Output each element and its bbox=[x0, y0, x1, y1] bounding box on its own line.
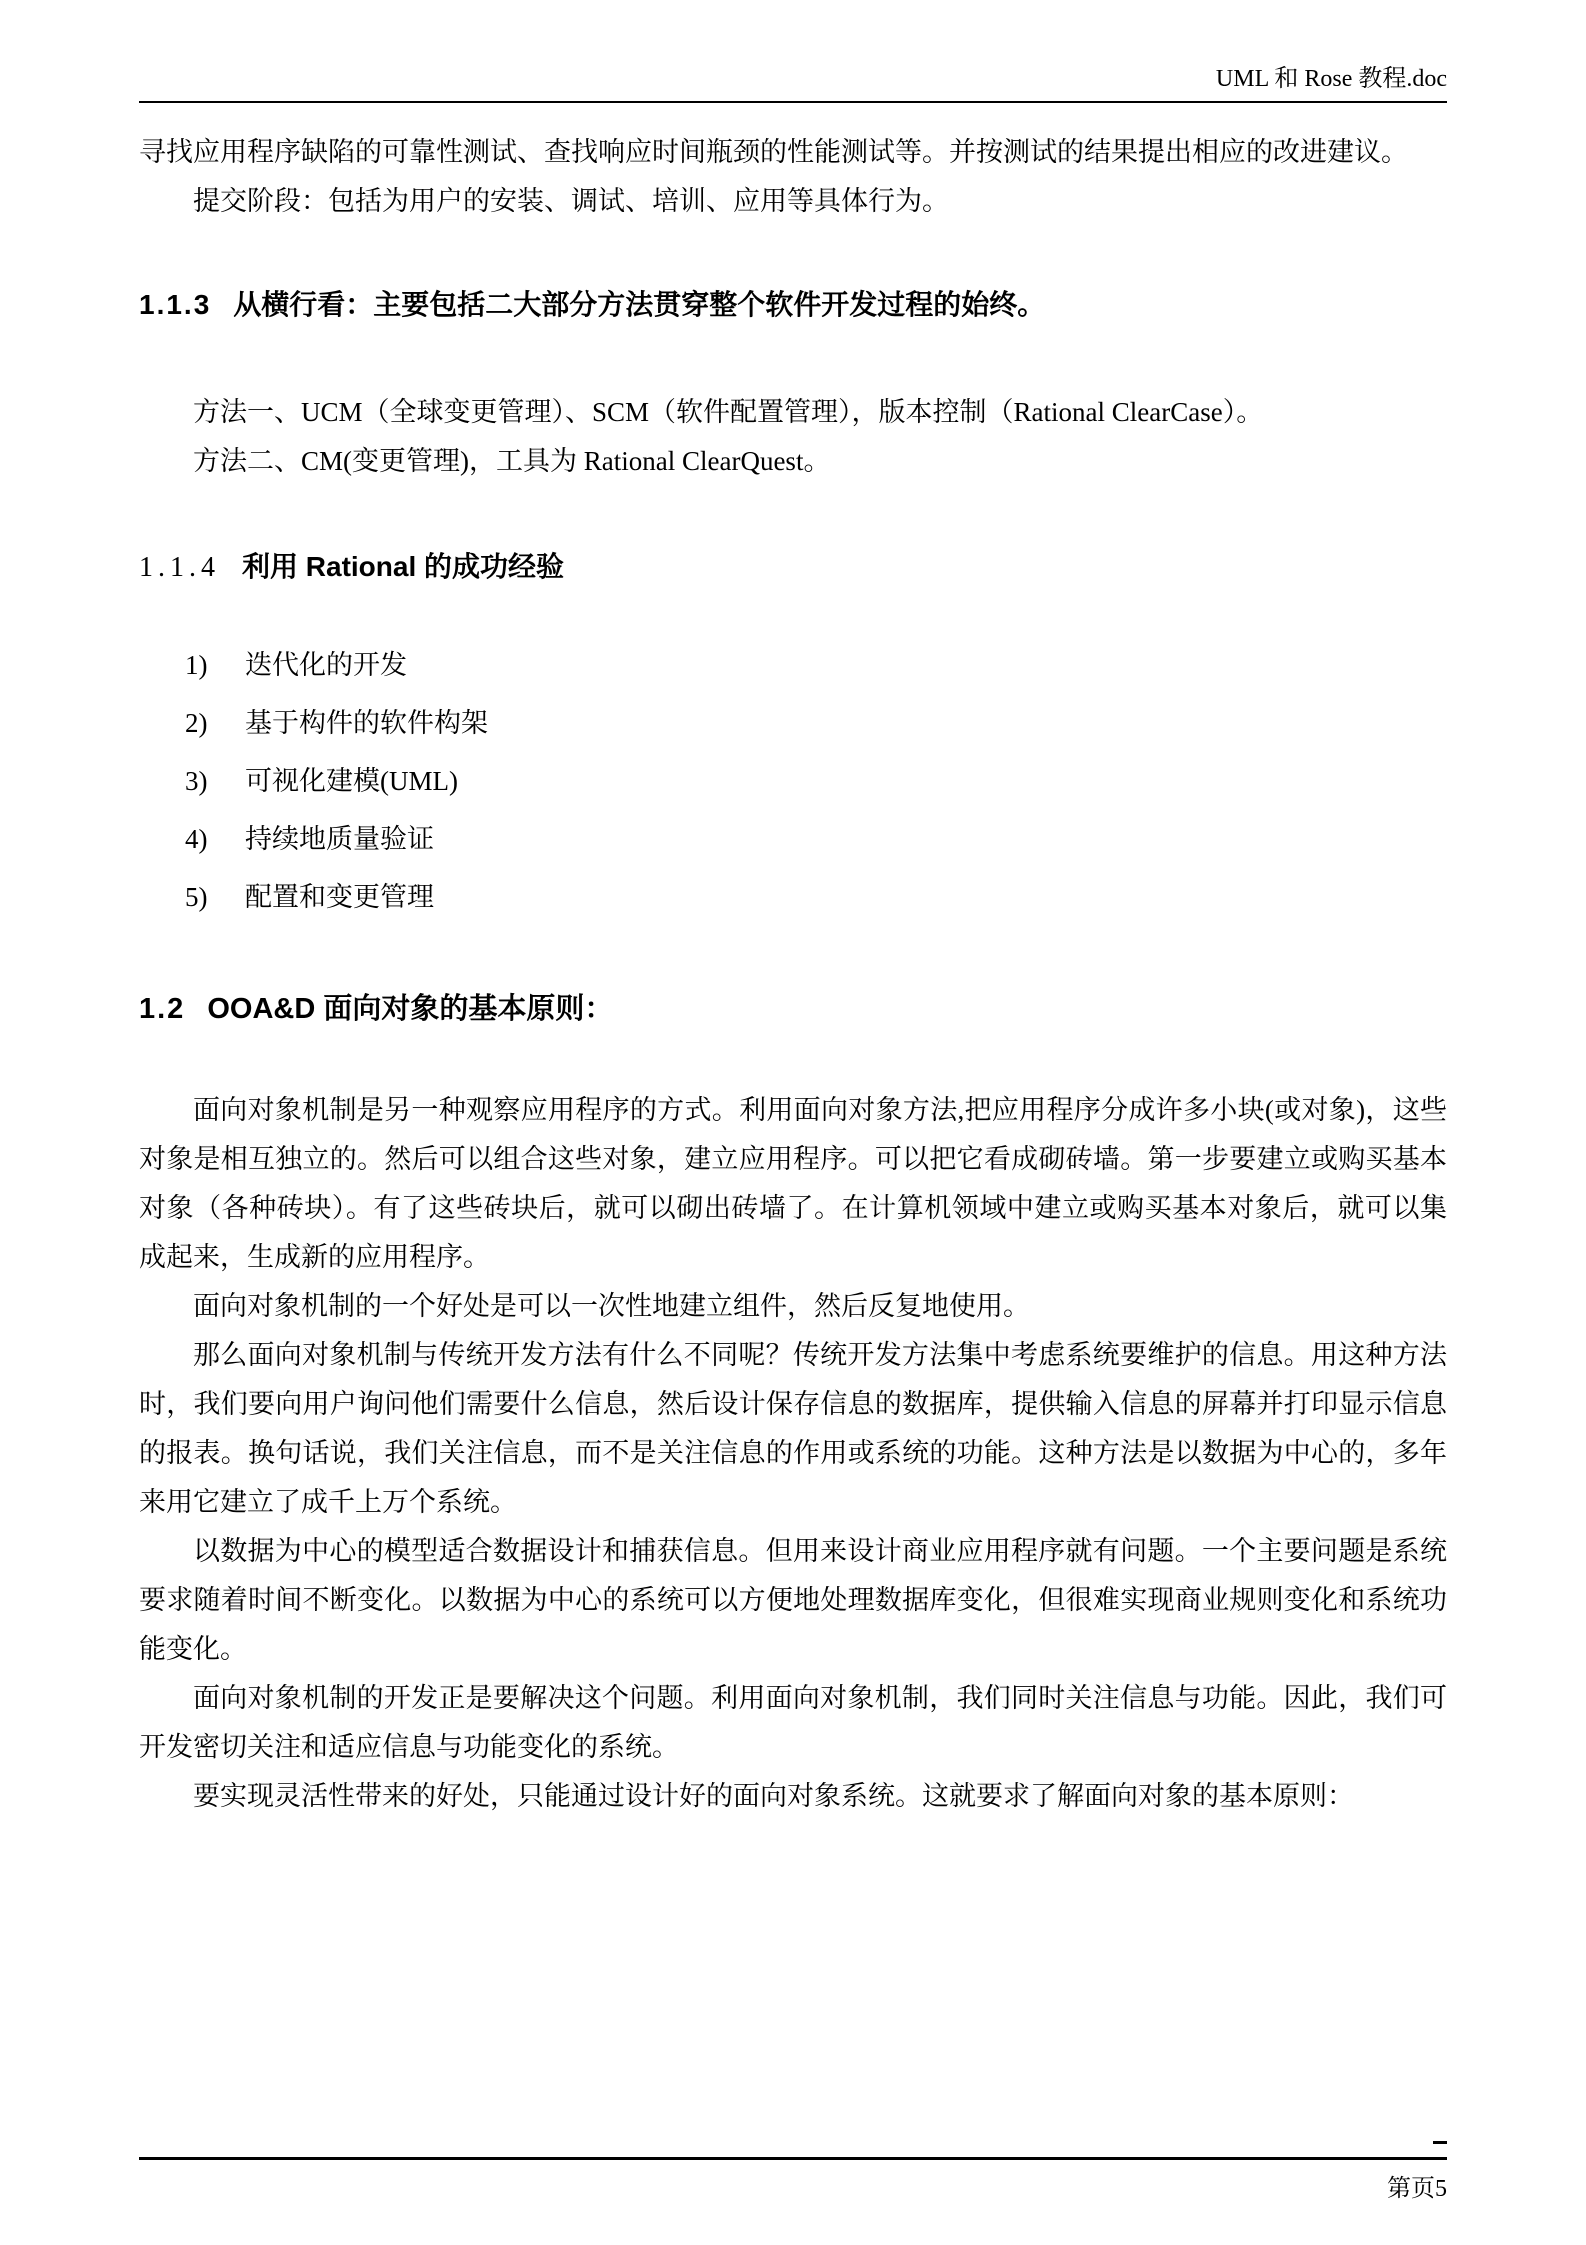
paragraph-flexibility: 要实现灵活性带来的好处，只能通过设计好的面向对象系统。这就要求了解面向对象的基本原则： bbox=[193, 1781, 1354, 1811]
heading-number: 1.1.3 bbox=[139, 289, 212, 320]
paragraph-oo-vs-traditional: 那么面向对象机制与传统开发方法有什么不同呢？传统开发方法集中考虑系统要维护的信息。用这种方法时，我们要向用户询问他们需要什么信息，然后设计保存信息的数据库，提供输入信息的屏幕并打印显示信息的报表。换句话说，我们关注信息，而不是关注信息的作用或系统的功能。这种方法是以数据为中心的，多年来用它建立了成千上万个系统。 bbox=[139, 1340, 1447, 1517]
heading-title: 利用 Rational 的成功经验 bbox=[242, 551, 565, 582]
paragraph-oo-benefit: 面向对象机制的一个好处是可以一次性地建立组件，然后反复地使用。 bbox=[193, 1291, 1030, 1321]
list-item-text: 基于构件的软件构架 bbox=[245, 708, 488, 738]
heading-1-2 bbox=[139, 992, 1447, 1026]
list-item-marker: 2) bbox=[185, 708, 208, 738]
heading-1-1-3 bbox=[139, 288, 1447, 322]
header-title: UML 和 Rose 教程.doc bbox=[1215, 66, 1447, 92]
heading-title: OOA&D 面向对象的基本原则： bbox=[207, 993, 614, 1025]
heading-number: 1.1.4 bbox=[139, 552, 220, 583]
page-number: 第页5 bbox=[1387, 2176, 1447, 2202]
paragraph-oo-solution: 面向对象机制的开发正是要解决这个问题。利用面向对象机制，我们同时关注信息与功能。因此，我们可开发密切关注和适应信息与功能变化的系统。 bbox=[139, 1683, 1447, 1762]
heading-1-1-4 bbox=[139, 550, 1447, 585]
list-item-text: 持续地质量验证 bbox=[245, 824, 434, 854]
list-item-text: 配置和变更管理 bbox=[245, 882, 434, 912]
list-item-marker: 3) bbox=[185, 766, 208, 796]
footer-tick-mark bbox=[1433, 2141, 1447, 2144]
list-item bbox=[185, 873, 1447, 922]
list-item-marker: 4) bbox=[185, 824, 208, 854]
paragraph-data-centric: 以数据为中心的模型适合数据设计和捕获信息。但用来设计商业应用程序就有问题。一个主要问题是系统要求随着时间不断变化。以数据为中心的系统可以方便地处理数据库变化，但很难实现商业规则变化和系统功能变化。 bbox=[139, 1536, 1447, 1664]
page-header bbox=[139, 58, 1447, 103]
document-body bbox=[139, 128, 1447, 1821]
paragraph-submit-phase: 提交阶段：包括为用户的安装、调试、培训、应用等具体行为。 bbox=[193, 186, 949, 216]
paragraph-method1: 方法一、UCM（全球变更管理）、SCM（软件配置管理），版本控制（Rational ClearCase）。 bbox=[193, 397, 1264, 427]
list-item bbox=[185, 641, 1447, 690]
paragraph-oo-intro: 面向对象机制是另一种观察应用程序的方式。利用面向对象方法,把应用程序分成许多小块(或对象)，这些对象是相互独立的。然后可以组合这些对象，建立应用程序。可以把它看成砌砖墙。第一步要建立或购买基本对象（各种砖块）。有了这些砖块后，就可以砌出砖墙了。在计算机领域中建立或购买基本对象后，就可以集成起来，生成新的应用程序。 bbox=[139, 1095, 1447, 1272]
page-footer bbox=[139, 2157, 1447, 2203]
list-item-text: 迭代化的开发 bbox=[245, 650, 407, 680]
list-item-marker: 5) bbox=[185, 882, 208, 912]
paragraph-intro: 寻找应用程序缺陷的可靠性测试、查找响应时间瓶颈的性能测试等。并按测试的结果提出相应的改进建议。 bbox=[139, 137, 1408, 167]
list-item bbox=[185, 815, 1447, 864]
heading-title: 从横行看：主要包括二大部分方法贯穿整个软件开发过程的始终。 bbox=[233, 289, 1046, 320]
list-item-text: 可视化建模(UML) bbox=[245, 766, 458, 796]
paragraph-method2: 方法二、CM(变更管理)，工具为 Rational ClearQuest。 bbox=[193, 446, 831, 476]
numbered-list bbox=[185, 641, 1447, 922]
list-item-marker: 1) bbox=[185, 650, 208, 680]
heading-number: 1.2 bbox=[139, 993, 186, 1025]
list-item bbox=[185, 757, 1447, 806]
list-item bbox=[185, 699, 1447, 748]
